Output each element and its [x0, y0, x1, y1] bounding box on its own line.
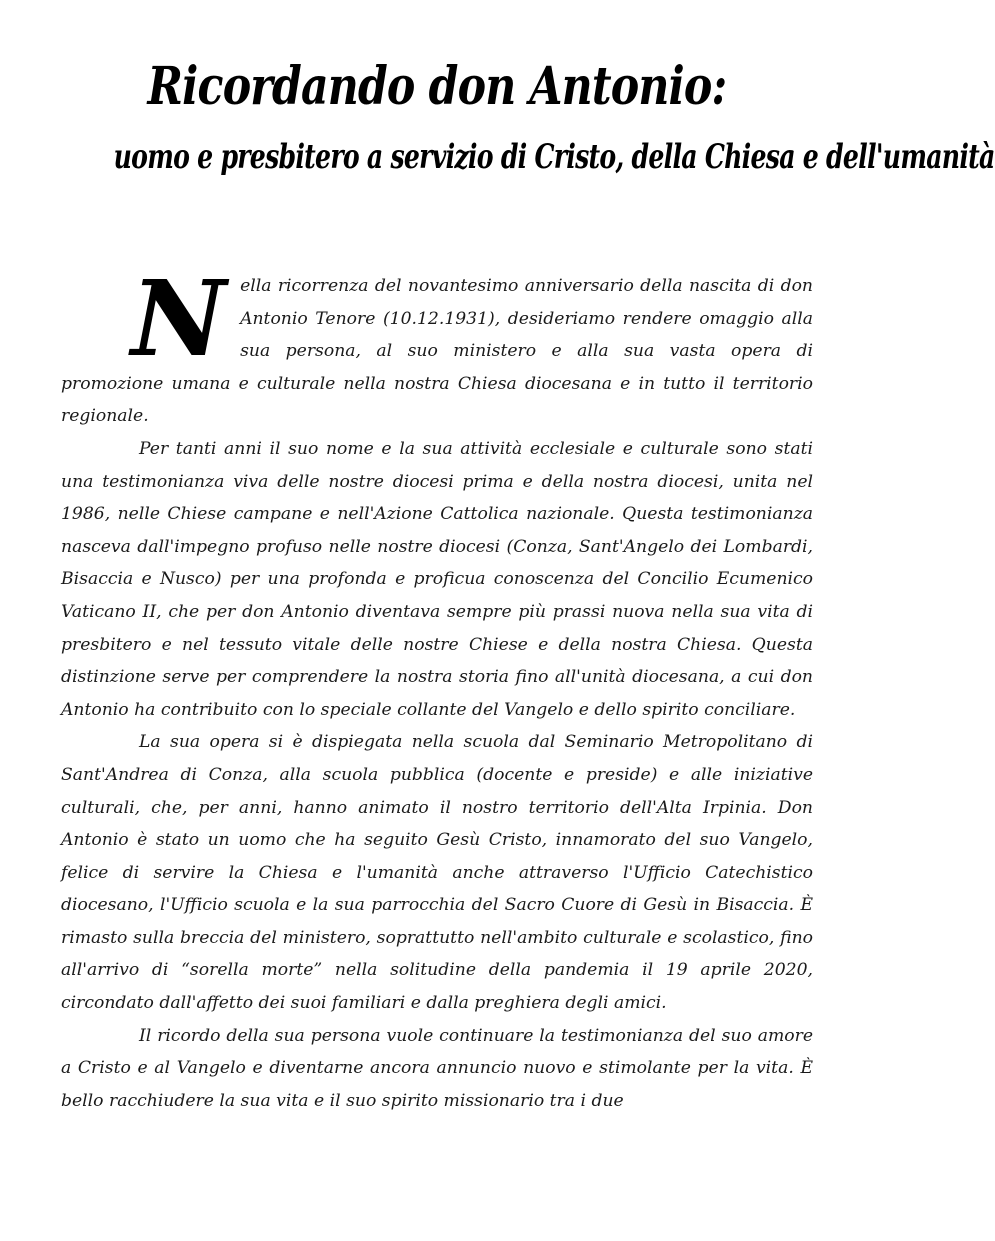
paragraph-2: Per tanti anni il suo nome e la sua attività ecclesiale e culturale sono stati una testimonianza viva delle nostre diocesi prima e della nostra diocesi, unita nel 1986, nelle Chiese campane e nell'Azione Cattolica nazionale. Questa testimonianza nasceva dall'impegno profuso nelle nostre diocesi (Conza, Sant'Angelo dei Lombardi, Bisaccia e Nusco) per una profonda e proficua conoscenza del Concilio Ecumenico Vaticano II, che per don Antonio diventava sempre più prassi nuova nella sua vita di presbitero e nel tessuto vitale delle nostre Chiese e della nostra Chiesa. Questa distinzione serve per comprendere la nostra storia fino all'unità diocesana, a cui don Antonio ha contribuito con lo speciale collante del Vangelo e dello spirito conciliare. — [61, 438, 813, 720]
paragraph-1 — [61, 257, 813, 433]
page-subtitle: uomo e presbitero a servizio di Cristo, della Chiesa e dell'umanità — [113, 137, 995, 177]
title-block — [0, 52, 995, 184]
paragraph-1-text: ella ricorrenza del novantesimo anniversario della nascita di don Antonio Tenore (10.12.1931), desideriamo rendere omaggio alla sua persona, al suo ministero e alla sua vasta opera di promozione umana e culturale nella nostra Chiesa diocesana e in tutto il territorio regionale. — [61, 276, 813, 427]
page-title: Ricordando don Antonio: — [147, 56, 727, 117]
article-body — [61, 257, 813, 1117]
paragraph-3: La sua opera si è dispiegata nella scuola dal Seminario Metropolitano di Sant'Andrea di Conza, alla scuola pubblica (docente e preside) e alle iniziative culturali, che, per anni, hanno animato il nostro territorio dell'Alta Irpinia. Don Antonio è stato un uomo che ha seguito Gesù Cristo, innamorato del suo Vangelo, felice di servire la Chiesa e l'umanità anche attraverso l'Ufficio Catechistico diocesano, l'Ufficio scuola e la sua parrocchia del Sacro Cuore di Gesù in Bisaccia. È rimasto sulla breccia del ministero, soprattutto nell'ambito culturale e scolastico, fino all'arrivo di “sorella morte” nella solitudine della pandemia il 19 aprile 2020, circondato dall'affetto dei suoi familiari e dalla preghiera degli amici. — [61, 732, 813, 1014]
drop-cap: N — [131, 257, 227, 380]
paragraph-4: Il ricordo della sua persona vuole continuare la testimonianza del suo amore a Cristo e al Vangelo e diventarne ancora annuncio nuovo e stimolante per la vita. È bello racchiudere la sua vita e il suo spirito missionario tra i due — [61, 1025, 813, 1111]
